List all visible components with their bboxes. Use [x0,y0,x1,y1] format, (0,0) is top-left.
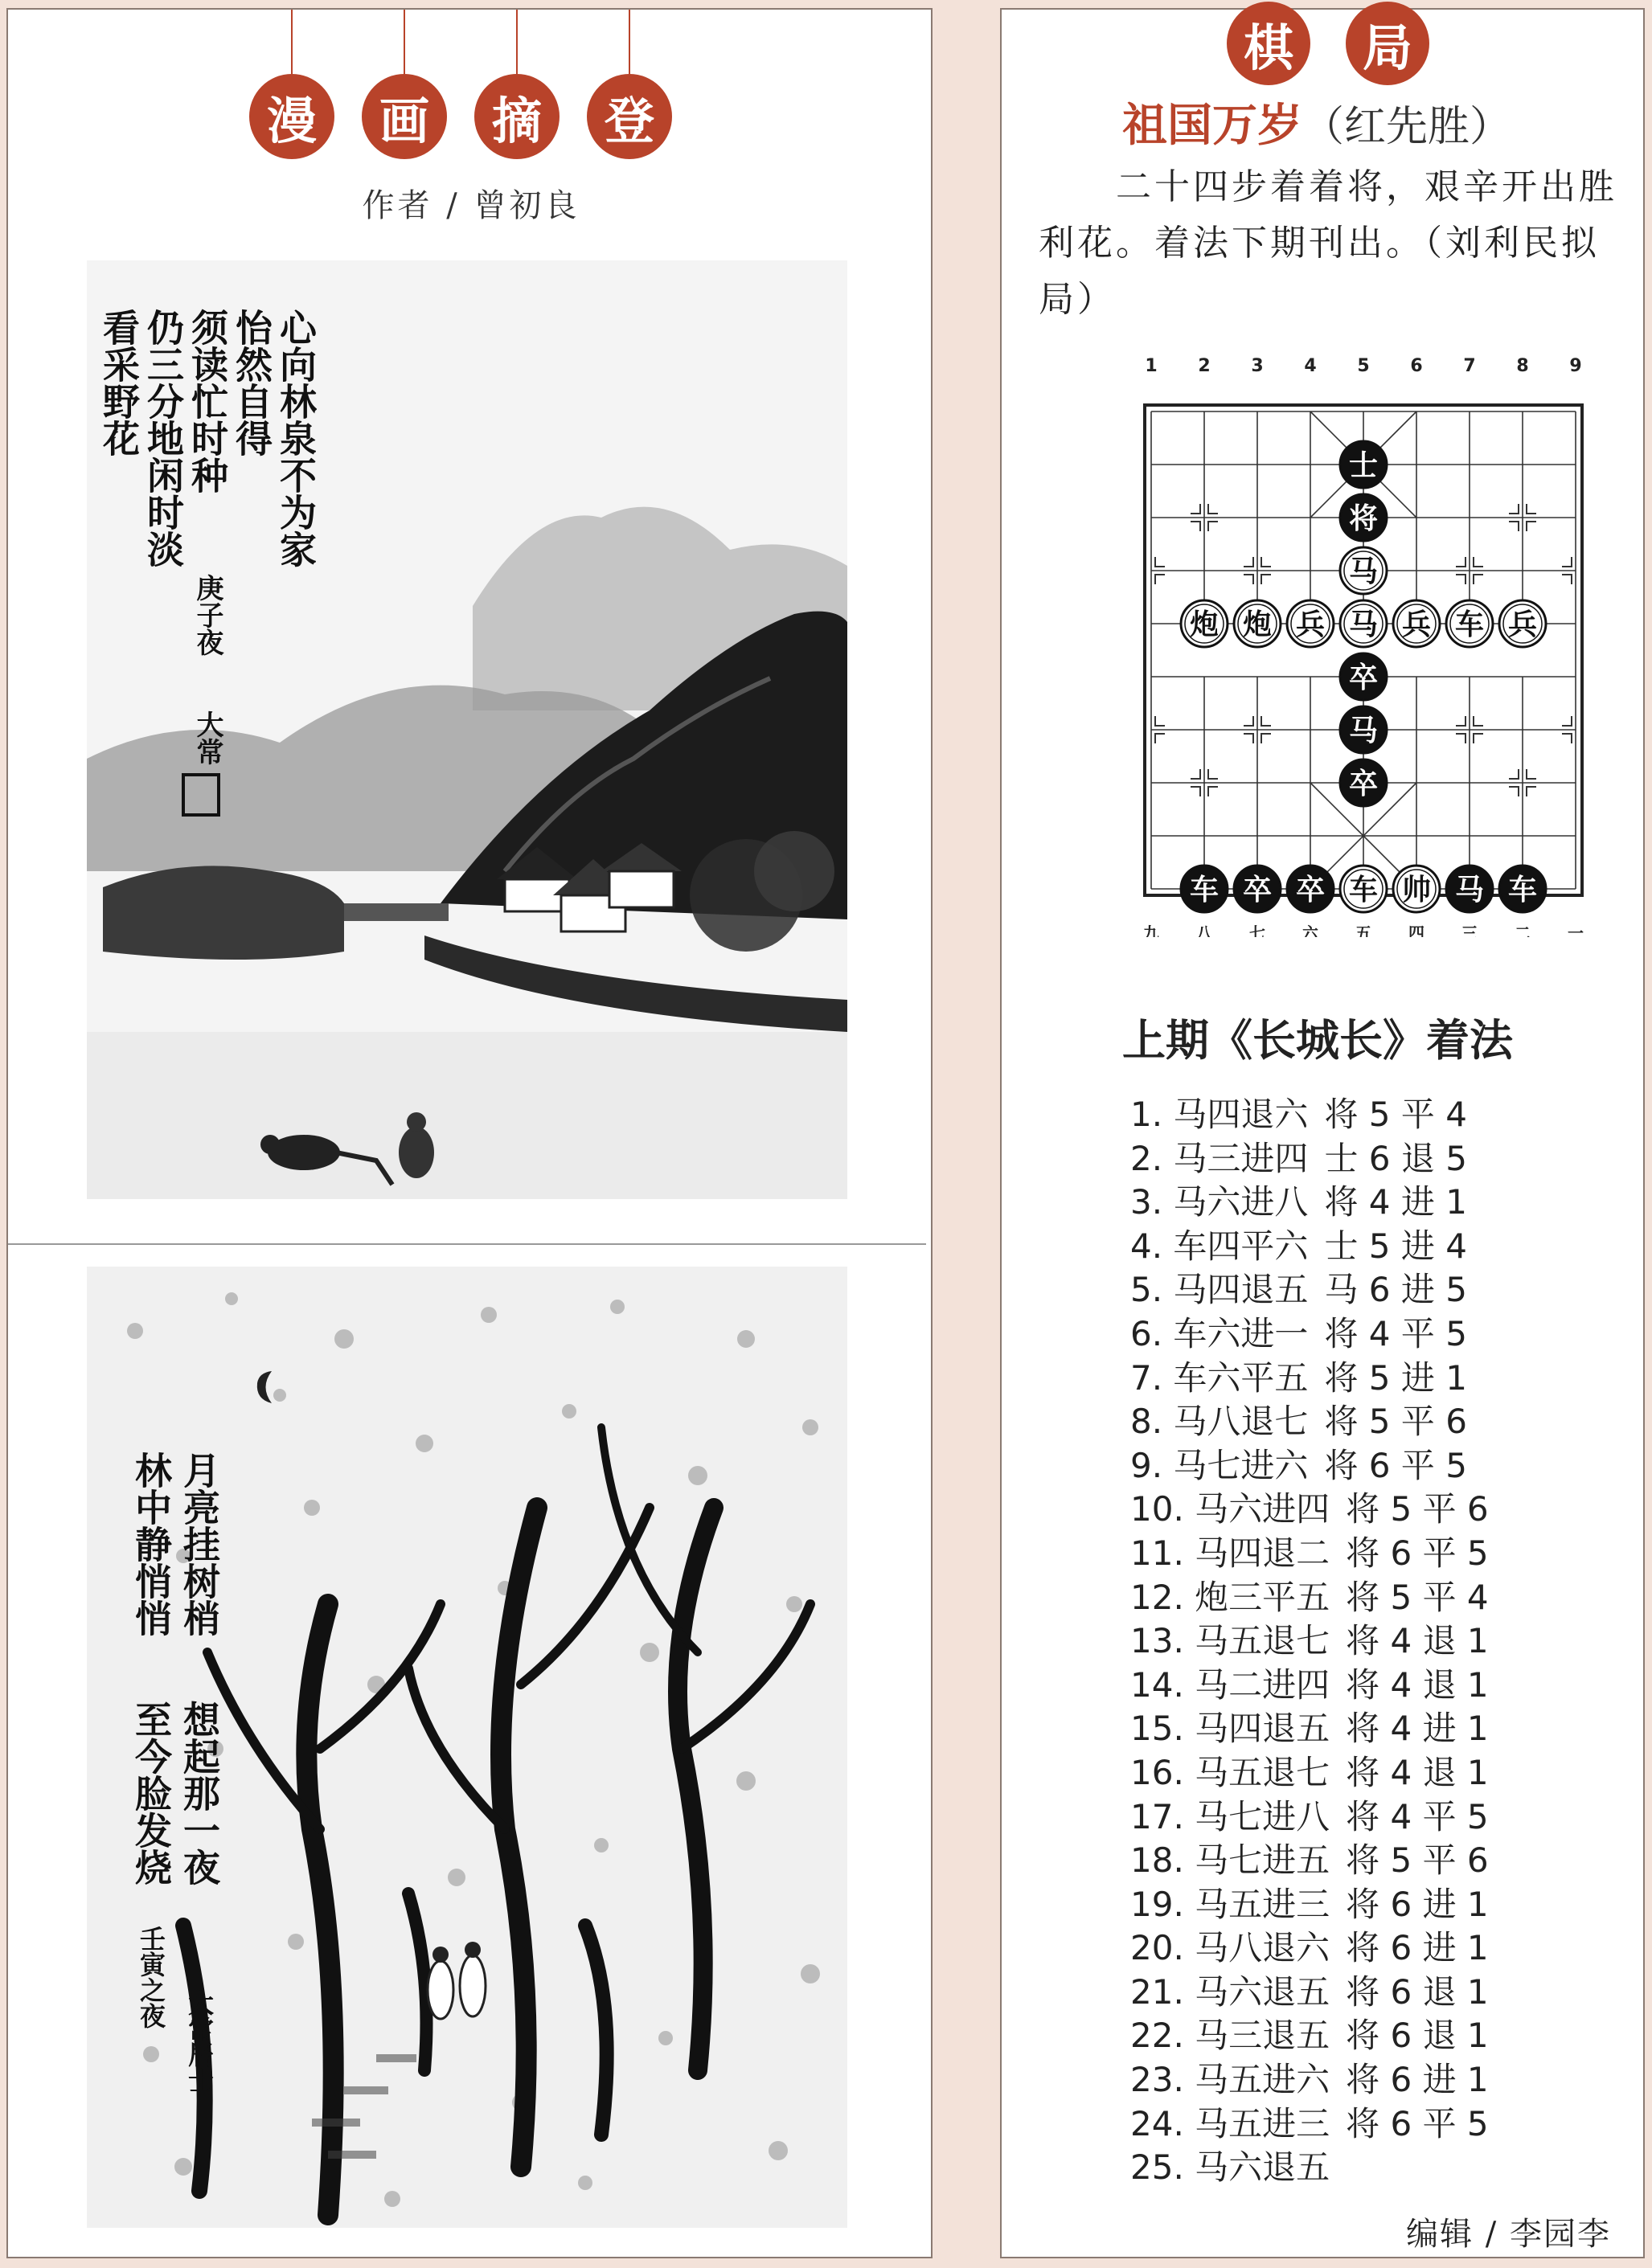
inscription-col: 林中静悄悄 [129,1451,173,1636]
position-marker [1509,769,1519,779]
position-marker [1261,575,1271,584]
move-black: 将 4 平 5 [1324,1313,1467,1353]
solution-list [1130,1093,1489,2190]
chess-piece-label: 士 [1348,449,1379,482]
solution-move [1130,1093,1489,1137]
move-red: 24. 马五进三 [1130,2103,1330,2143]
position-marker [1155,575,1165,584]
file-label-top: 4 [1304,356,1317,376]
chess-piece-label: 马 [1348,555,1379,588]
moonlit-trees-painting [87,1267,847,2228]
solution-move [1130,1576,1489,1620]
title-char: 画 [362,74,447,159]
solution-move [1130,1225,1489,1269]
move-red: 4. 车四平六 [1130,1226,1309,1266]
title-char: 局 [1346,2,1429,85]
file-label-bottom: 四 [1408,923,1424,937]
chess-piece-label: 兵 [1507,608,1538,641]
title-char: 棋 [1227,2,1310,85]
file-label-bottom: 五 [1355,923,1371,937]
position-marker [1155,716,1165,726]
move-black: 将 6 退 1 [1346,2016,1489,2056]
move-black: 将 6 平 5 [1346,2103,1489,2143]
position-marker [1244,716,1253,726]
position-marker [1244,575,1253,584]
solution-move [1130,2102,1489,2147]
position-marker [1456,575,1465,584]
inscription-col: 仍三分地闲时淡 [141,309,185,567]
position-marker [1244,557,1253,567]
move-red: 8. 马八退七 [1130,1402,1309,1442]
position-marker [1208,787,1218,796]
move-black: 将 5 进 1 [1324,1357,1467,1398]
position-marker [1474,575,1483,584]
chess-panel [1000,8,1645,2258]
inscription-col: 怡然自得 [230,309,273,456]
solution-move [1130,2058,1489,2102]
title-char: 漫 [249,74,334,159]
move-red: 25. 马六退五 [1130,2147,1330,2188]
move-red: 21. 马六退五 [1130,1971,1330,2012]
move-black: 将 4 进 1 [1324,1182,1467,1222]
position-marker [1155,734,1165,743]
title-char: 摘 [474,74,560,159]
position-marker [1474,734,1483,743]
move-red: 7. 车六平五 [1130,1357,1309,1398]
author-line: 作者 / 曾初良 [362,187,580,224]
position-marker [1509,504,1519,514]
move-black: 将 4 平 5 [1346,1796,1489,1836]
move-black: 将 5 平 6 [1346,1840,1489,1881]
position-marker [1474,716,1483,726]
file-label-top: 2 [1198,356,1211,376]
chess-piece-label: 车 [1454,608,1485,641]
file-label-bottom: 八 [1196,923,1212,937]
move-black: 将 4 退 1 [1346,1664,1489,1705]
solution-move [1130,1444,1489,1488]
editor-credit: 编辑 / 李园李 [1406,2216,1611,2253]
position-marker [1509,522,1519,531]
position-marker [1456,557,1465,567]
file-label-top: 6 [1410,356,1423,376]
file-label-top: 1 [1145,356,1158,376]
title-bubble-4 [587,10,672,154]
move-black: 将 4 退 1 [1346,1621,1489,1661]
move-red: 17. 马七进八 [1130,1796,1330,1836]
position-marker [1191,787,1200,796]
file-label-bottom: 九 [1143,923,1159,937]
position-marker [1261,557,1271,567]
chess-piece-label: 炮 [1189,608,1220,641]
position-marker [1456,716,1465,726]
move-red: 11. 马四退二 [1130,1533,1330,1573]
cartoon-panel [6,8,933,2258]
file-label-bottom: 一 [1568,923,1584,937]
solution-move [1130,1707,1489,1751]
chess-piece-label: 卒 [1348,661,1379,694]
inscription-col: 心向林泉不为家 [274,309,318,567]
solution-move [1130,1181,1489,1225]
chess-piece-label: 马 [1348,608,1379,641]
move-black: 士 6 退 5 [1324,1138,1467,1178]
position-marker [1155,557,1165,567]
chess-piece-label: 马 [1454,874,1485,907]
solution-move [1130,1971,1489,2015]
inscription-col: 想起那一夜 [178,1701,221,1885]
title-bubble-3 [474,10,560,154]
inscription-col: 须读忙时种 [186,309,229,493]
position-marker [1509,787,1519,796]
move-red: 19. 马五进三 [1130,1884,1330,1924]
chess-piece-label: 车 [1507,874,1538,907]
move-red: 18. 马七进五 [1130,1840,1330,1881]
inscription-col: 看采野花 [97,309,141,456]
move-red: 2. 马三进四 [1130,1138,1309,1178]
move-black: 将 5 平 6 [1324,1402,1467,1442]
move-red: 14. 马二进四 [1130,1664,1330,1705]
solution-move [1130,1137,1489,1181]
move-black: 将 6 退 1 [1346,1971,1489,2012]
move-red: 6. 车六进一 [1130,1313,1309,1353]
position-marker [1208,522,1218,531]
file-label-top: 3 [1251,356,1264,376]
solution-move [1130,1532,1489,1576]
file-label-bottom: 七 [1249,923,1265,937]
move-black: 将 6 进 1 [1346,1928,1489,1968]
chess-piece-label: 卒 [1348,768,1379,800]
solution-title: 上期《长城长》着法 [1122,1015,1513,1066]
move-black: 将 6 平 5 [1346,1533,1489,1573]
move-black: 将 4 退 1 [1346,1752,1489,1792]
chess-piece-label: 炮 [1242,608,1273,641]
position-marker [1527,787,1536,796]
move-red: 20. 马八退六 [1130,1928,1330,1968]
position-marker [1191,769,1200,779]
file-label-top: 5 [1357,356,1370,376]
solution-move [1130,1839,1489,1883]
position-marker [1261,734,1271,743]
move-red: 16. 马五退七 [1130,1752,1330,1792]
solution-move [1130,2014,1489,2058]
move-black: 将 5 平 4 [1324,1095,1467,1134]
xiangqi-board-svg [1106,342,1588,937]
chess-piece-label: 兵 [1295,608,1326,641]
chess-piece-label: 车 [1189,874,1220,907]
move-red: 23. 马五进六 [1130,2060,1330,2100]
position-marker [1191,522,1200,531]
chess-piece-label: 卒 [1295,874,1326,907]
solution-move [1130,1488,1489,1532]
title-char: 登 [587,74,672,159]
inscription-signature: 大常居士 [184,1990,215,2093]
move-black: 士 5 进 4 [1324,1226,1467,1266]
chess-piece-label: 将 [1348,502,1379,535]
puzzle-description: 二十四步着着将，艰辛开出胜利花。着法下期刊出。（刘利民拟局） [1039,166,1617,320]
solution-move [1130,1400,1489,1444]
move-black: 将 4 进 1 [1346,1709,1489,1749]
chess-piece-label: 车 [1348,874,1379,907]
file-label-bottom: 六 [1302,923,1318,937]
position-marker [1527,769,1536,779]
move-red: 9. 马七进六 [1130,1445,1309,1485]
chess-board [1106,342,1588,937]
position-marker [1527,522,1536,531]
solution-move [1130,1795,1489,1840]
solution-move [1130,1664,1489,1708]
position-marker [1208,504,1218,514]
move-red: 12. 炮三平五 [1130,1577,1330,1617]
solution-move [1130,1619,1489,1664]
move-red: 13. 马五退七 [1130,1621,1330,1661]
move-red: 5. 马四退五 [1130,1270,1309,1310]
move-red: 10. 马六进四 [1130,1489,1330,1529]
inscription-col: 月亮挂树梢 [178,1451,221,1636]
chess-piece-label: 马 [1348,714,1379,747]
solution-move [1130,1357,1489,1401]
solution-move [1130,1926,1489,1971]
title-bubble-1 [249,10,334,154]
solution-move [1130,1883,1489,1927]
move-red: 1. 马四退六 [1130,1095,1309,1134]
position-marker [1261,716,1271,726]
position-marker [1562,557,1572,567]
position-marker [1562,734,1572,743]
move-red: 22. 马三退五 [1130,2016,1330,2056]
solution-move [1130,1751,1489,1795]
position-marker [1562,716,1572,726]
inscription-date: 庚子夜 [191,574,223,656]
position-marker [1244,734,1253,743]
file-label-top: 7 [1463,356,1476,376]
title-bubble-2 [362,10,447,154]
chess-piece-label: 兵 [1401,608,1432,641]
inscription-col: 至今脸发烧 [129,1701,173,1885]
position-marker [1191,504,1200,514]
move-black: 将 5 平 4 [1346,1577,1489,1617]
move-red: 15. 马四退五 [1130,1709,1330,1749]
move-black: 将 5 平 6 [1346,1489,1489,1529]
move-black: 将 6 进 1 [1346,1884,1489,1924]
position-marker [1474,557,1483,567]
move-black: 将 6 平 5 [1324,1445,1467,1485]
puzzle-title [1122,90,1511,154]
position-marker [1208,769,1218,779]
solution-move [1130,1268,1489,1312]
landscape-painting [87,260,847,1199]
position-marker [1456,734,1465,743]
chess-piece-label: 帅 [1401,874,1432,907]
solution-move [1130,2146,1489,2190]
move-black: 将 6 进 1 [1346,2060,1489,2100]
file-label-bottom: 二 [1515,923,1531,937]
puzzle-name: 祖国万岁 [1122,100,1302,152]
section-divider [8,1243,926,1245]
file-label-top: 9 [1569,356,1582,376]
position-marker [1527,504,1536,514]
solution-move [1130,1312,1489,1357]
chess-piece-label: 卒 [1242,874,1273,907]
file-label-top: 8 [1516,356,1529,376]
position-marker [1562,575,1572,584]
inscription-signature: 大常 [191,710,223,765]
move-red: 3. 马六进八 [1130,1182,1309,1222]
inscription-date: 壬寅之夜 [136,1926,166,2029]
file-label-bottom: 三 [1461,923,1478,937]
puzzle-condition: （红先胜） [1302,103,1512,151]
move-black: 马 6 进 5 [1324,1270,1467,1310]
